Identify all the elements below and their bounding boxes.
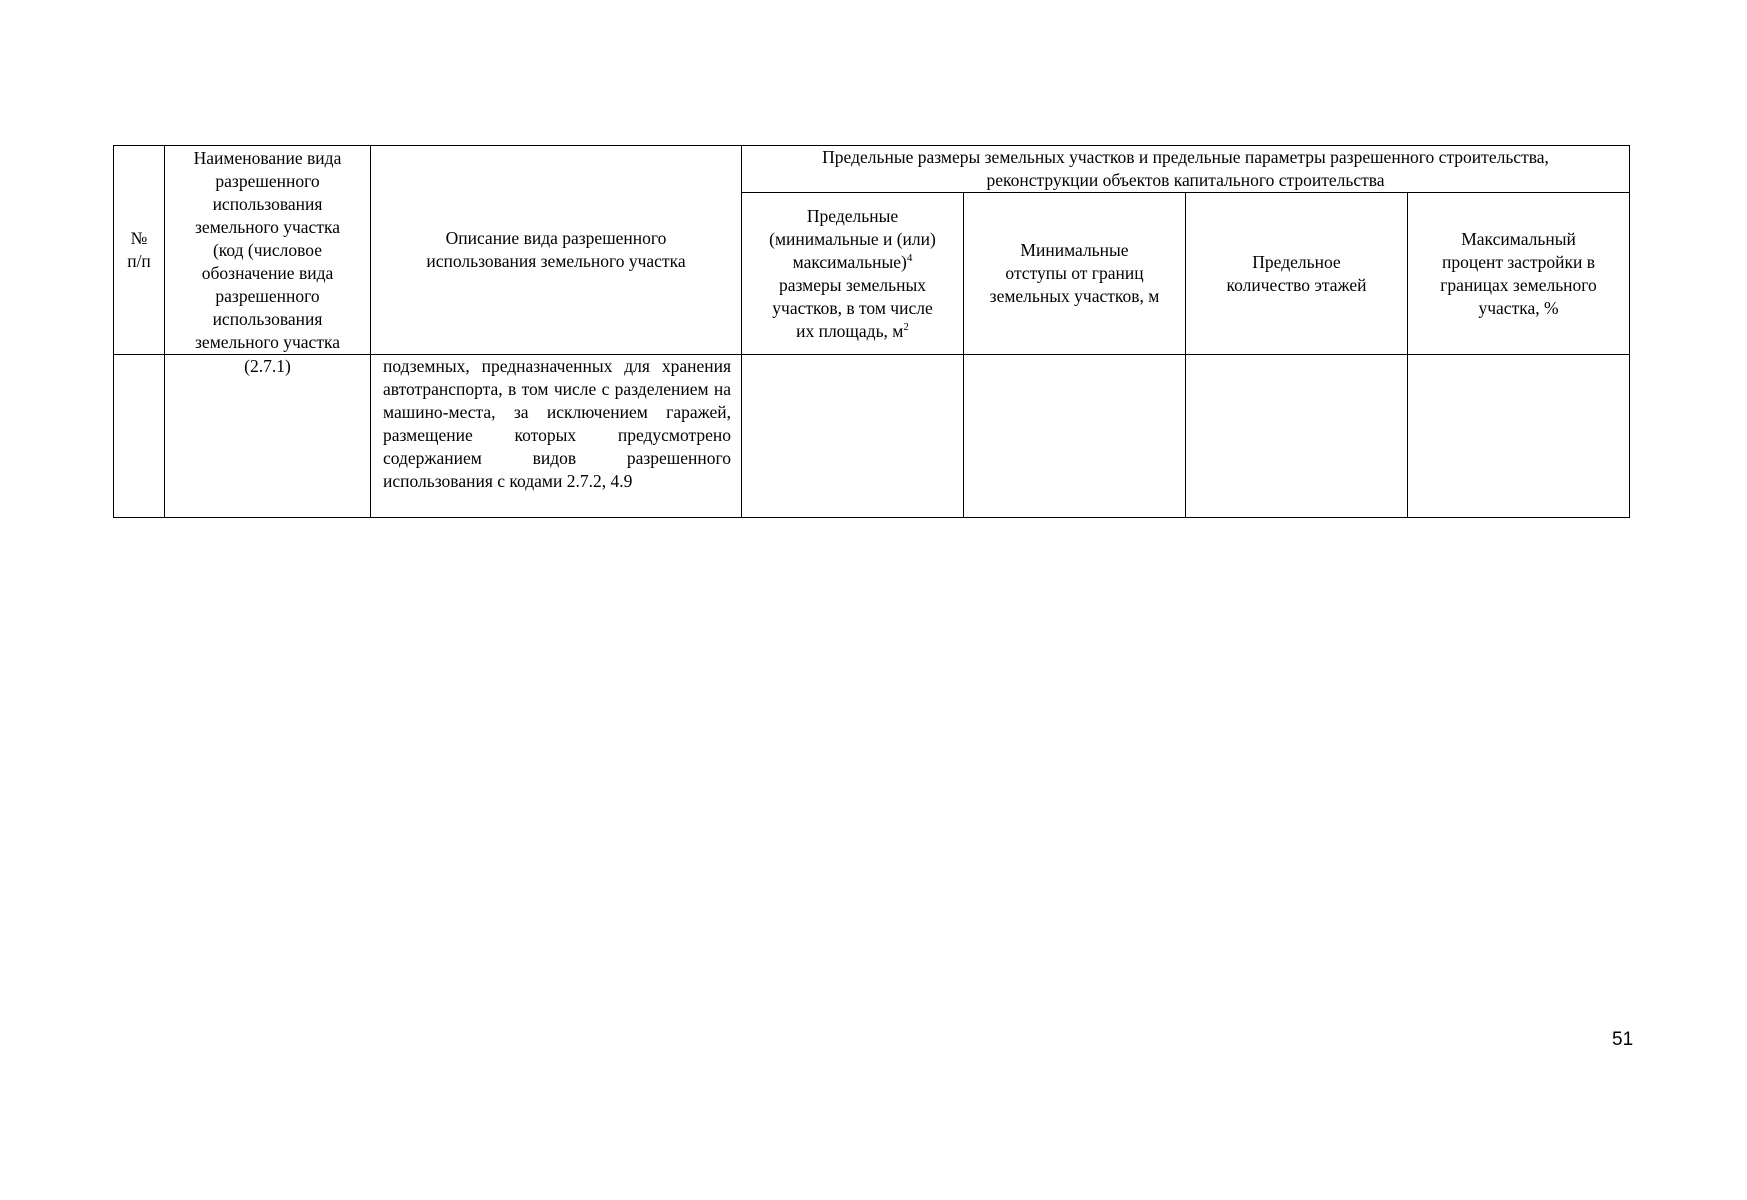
row-description-cell: подземных, предназначенных для хранения автотранспорта, в том числе с разделением на машино-места, за исключением гаражей, размещение которых предусмотрено содержанием видов разрешенного использования с кодами 2.7.2, 4.9	[371, 355, 742, 518]
unit-exponent: 2	[903, 320, 909, 333]
header-group-cell	[742, 146, 1630, 193]
header-size-line	[746, 251, 959, 274]
header-size-line: участков, в том числе	[772, 297, 933, 318]
header-name-line: использования	[212, 308, 323, 329]
header-size-text: максимальные)	[792, 251, 907, 272]
header-coverage-line: границах земельного	[1440, 274, 1597, 295]
header-size-text: их площадь, м	[796, 320, 904, 341]
header-size-line	[746, 320, 959, 343]
footnote-marker: 4	[906, 251, 913, 264]
page-number: 51	[1612, 1029, 1634, 1050]
header-setback-cell	[964, 193, 1186, 355]
header-name-cell	[165, 146, 371, 355]
row-number-cell	[114, 355, 165, 518]
header-number-line: №	[130, 228, 148, 248]
header-coverage-line: процент застройки в	[1441, 251, 1596, 272]
header-group-line: реконструкции объектов капитального строительства	[986, 170, 1385, 190]
header-name-line: использования	[212, 193, 323, 214]
header-setback-line: земельных участков, м	[989, 286, 1160, 306]
header-name-line: Наименование вида	[193, 147, 342, 168]
header-floors-line: количество этажей	[1226, 274, 1367, 295]
header-coverage-line: Максимальный	[1461, 228, 1576, 249]
header-group-line: Предельные размеры земельных участков и предельные параметры разрешенного строительства,	[822, 147, 1549, 167]
header-name-line: обозначение вида	[201, 262, 334, 283]
row-size-cell	[742, 355, 964, 518]
header-setback-line: отступы от границ	[1005, 263, 1144, 283]
header-coverage-cell	[1408, 193, 1630, 355]
header-size-line: размеры земельных	[778, 274, 926, 295]
table-row	[114, 355, 1630, 518]
header-floors-cell	[1186, 193, 1408, 355]
zoning-parameters-table	[113, 145, 1630, 518]
header-number-cell	[114, 146, 165, 355]
header-size-line: Предельные	[806, 205, 899, 226]
header-row-group	[114, 146, 1630, 193]
header-number-line: п/п	[127, 251, 151, 271]
header-description-line: использования земельного участка	[426, 251, 686, 271]
header-name-line: земельного участка	[195, 331, 340, 352]
header-coverage-line: участка, %	[1478, 297, 1559, 318]
row-setback-cell	[964, 355, 1186, 518]
header-description-line: Описание вида разрешенного	[445, 228, 667, 248]
header-description-cell	[371, 146, 742, 355]
header-name-line: земельного участка	[195, 216, 340, 237]
header-name-line: разрешенного	[215, 170, 320, 191]
header-setback-line: Минимальные	[1020, 240, 1129, 260]
header-size-line: (минимальные и (или)	[769, 228, 936, 249]
row-code-cell: (2.7.1)	[165, 355, 371, 518]
header-name-line: (код (числовое	[212, 239, 323, 260]
row-floors-cell	[1186, 355, 1408, 518]
row-coverage-cell	[1408, 355, 1630, 518]
header-name-line: разрешенного	[215, 285, 320, 306]
header-size-cell	[742, 193, 964, 355]
header-floors-line: Предельное	[1252, 251, 1341, 272]
